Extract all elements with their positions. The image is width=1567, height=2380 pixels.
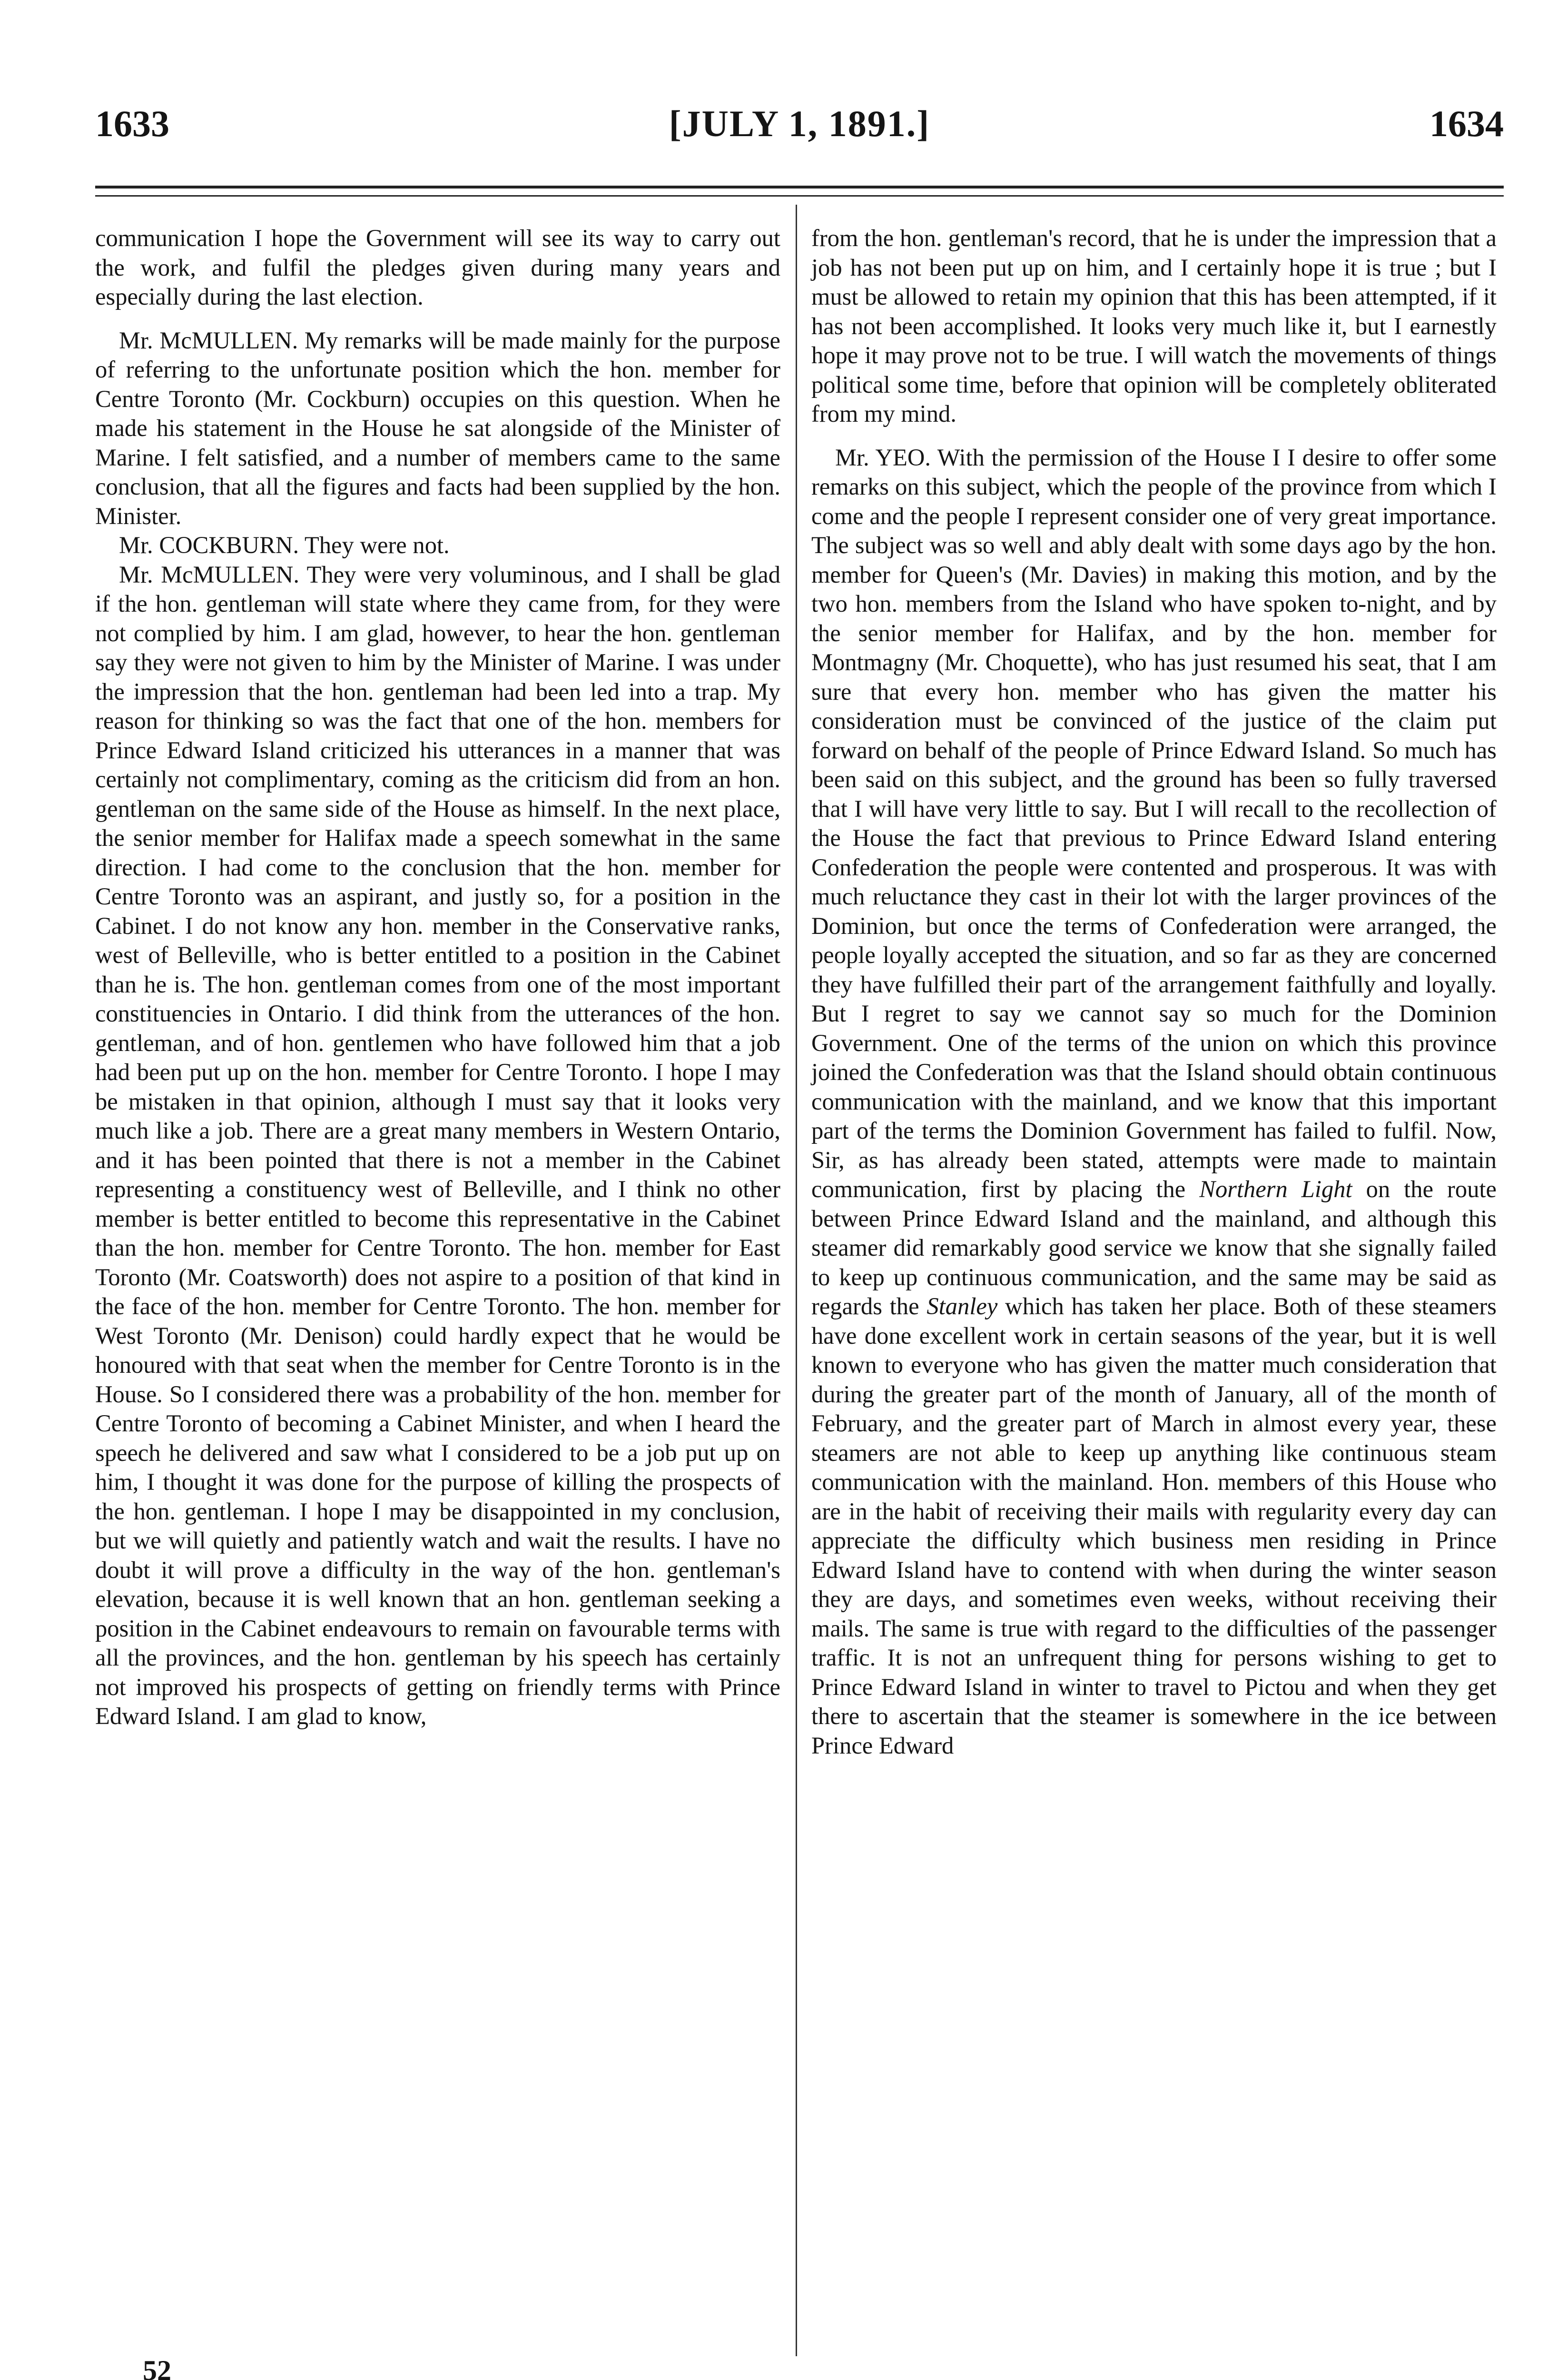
- header-rule-thick: [95, 186, 1504, 188]
- signature-mark: 52: [143, 2355, 171, 2380]
- page-number-right: 1634: [1429, 103, 1504, 144]
- paragraph: Mr. McMULLEN. They were very voluminous, and I shall be glad if the hon. gentleman will state where they came from, for they were not complied by him. I am glad, however, to hear the hon. gentleman say they were not given to him by the Minister of Marine. I was under the impression that the hon. gentleman had been led into a trap. My reason for thinking so was the fact that one of the hon. members for Prince Edward Island criticized his utterances in a manner that was certainly not complimentary, coming as the criticism did from an hon. gentleman on the same side of the House as himself. In the next place, the senior member for Halifax made a speech somewhat in the same direction. I had come to the conclusion that the hon. member for Centre Toronto was an aspirant, and justly so, for a position in the Cabinet. I do not know any hon. member in the Conservative ranks, west of Belleville, who is better entitled to a position in the Cabinet than he is. The hon. gentleman comes from one of the most important constituencies in Ontario. I did think from the utterances of the hon. gentleman, and of hon. gentlemen who have followed him that a job had been put up on the hon. member for Centre Toronto. I hope I may be mistaken in that opinion, although I must say that it looks very much like a job. There are a great many members in Western Ontario, and it has been pointed that there is not a member in the Cabinet representing a constituency west of Belleville, and I think no other member is better entitled to become this representative in the Cabinet than the hon. member for Centre Toronto. The hon. member for East Toronto (Mr. Coatsworth) does not aspire to a position of that kind in the face of the hon. member for Centre Toronto. The hon. member for West Toronto (Mr. Denison) could hardly expect that he would be honoured with that seat when the member for Centre Toronto is in the House. So I considered there was a probability of the hon. member for Centre Toronto of becoming a Cabinet Minister, and when I heard the speech he delivered and saw what I considered to be a job put up on him, I thought it was done for the purpose of killing the prospects of the hon. gentleman. I hope I may be disappointed in my conclusion, but we will quietly and patiently watch and wait the results. I have no doubt it will prove a difficulty in the way of the hon. gentleman's elevation, because it is well known that an hon. gentleman seeking a position in the Cabinet endeavours to remain on favourable terms with all the provinces, and the hon. gentleman by his speech has certainly not improved his prospects of getting on friendly terms with Prince Edward Island. I am glad to know,: [95, 561, 780, 1729]
- ship-name: Northern Light: [1199, 1176, 1352, 1202]
- ship-name: Stanley: [926, 1293, 998, 1319]
- paragraph-text: on the route between Prince Edward Island and the mainland, and although this steamer did remarkably good service we know that she signally failed to keep up continuous communication, and the same may be said as regards the: [811, 1176, 1497, 1319]
- paragraph: Mr. McMULLEN. My remarks will be made mainly for the purpose of referring to the unfortunate position which the hon. member for Centre Toronto (Mr. Cockburn) occupies on this question. When he made his statement in the House he sat alongside of the Minister of Marine. I felt satisfied, and a number of members came to the same conclusion, that all the figures and facts had been supplied by the hon. Minister.: [95, 327, 780, 529]
- left-column: [95, 224, 780, 1731]
- page-header: [95, 98, 1504, 159]
- paragraph: from the hon. gentleman's record, that he is under the impression that a job has not been put up on him, and I certainly hope it is true ; but I must be allowed to retain my opinion that this has been attempted, if it has not been accomplished. It looks very much like it, but I earnestly hope it may prove not to be true. I will watch the movements of things political some time, before that opinion will be completely obliterated from my mind.: [811, 225, 1497, 427]
- paragraph: communication I hope the Government will see its way to carry out the work, and fulfil the pledges given during many years and especially during the last election.: [95, 225, 780, 310]
- page-date: [JULY 1, 1891.]: [669, 103, 930, 144]
- right-column: [811, 224, 1497, 1760]
- column-divider: [796, 205, 797, 2356]
- paragraph-text: Mr. YEO. With the permission of the House I I desire to offer some remarks on this subject, which the people of the province from which I come and the people I represent consider one of very great importance. The subject was so well and ably dealt with some days ago by the hon. member for Queen's (Mr. Davies) in making this motion, and by the two hon. members from the Island who have spoken to-night, and by the senior member for Halifax, and by the hon. member for Montmagny (Mr. Choquette), who has just resumed his seat, that I am sure that every hon. member who has given the matter his consideration must be convinced of the justice of the claim put forward on behalf of the people of Prince Edward Island. So much has been said on this subject, and the ground has been so fully traversed that I will have very little to say. But I will recall to the recollection of the House the fact that previous to Prince Edward Island entering Confederation the people were contented and prosperous. It was with much reluctance they cast in their lot with the larger provinces of the Dominion, but once the terms of Confederation were arranged, the people loyally accepted the situation, and so far as they are concerned they have fulfilled their part of the arrangement faithfully and loyally. But I regret to say we cannot say so much for the Dominion Government. One of the terms of the union on which this province joined the Confederation was that the Island should obtain continuous communication with the mainland, and we know that this important part of the terms the Dominion Government has failed to fulfil. Now, Sir, as has already been stated, attempts were made to maintain communication, first by placing the: [811, 444, 1497, 1202]
- paragraph: Mr. COCKBURN. They were not.: [119, 532, 450, 558]
- paragraph-text: which has taken her place. Both of these steamers have done excellent work in certain seasons of the year, but it is well known to everyone who has given the matter much consideration that during the greater part of the month of January, all of the month of February, and the greater part of March in almost every year, these steamers are not able to keep up anything like continuous steam communication with the mainland. Hon. members of this House who are in the habit of receiving their mails with regularity every day can appreciate the difficulty which business men residing in Prince Edward Island have to contend with when during the winter season they are days, and sometimes even weeks, without receiving their mails. The same is true with regard to the difficulties of the passenger traffic. It is not an unfrequent thing for persons wishing to get to Prince Edward Island in winter to travel to Pictou and when they get there to ascertain that the steamer is somewhere in the ice between Prince Edward: [811, 1293, 1497, 1759]
- page-number-left: 1633: [95, 103, 169, 144]
- paragraph: [811, 443, 1497, 1761]
- header-rule-thin: [95, 195, 1504, 197]
